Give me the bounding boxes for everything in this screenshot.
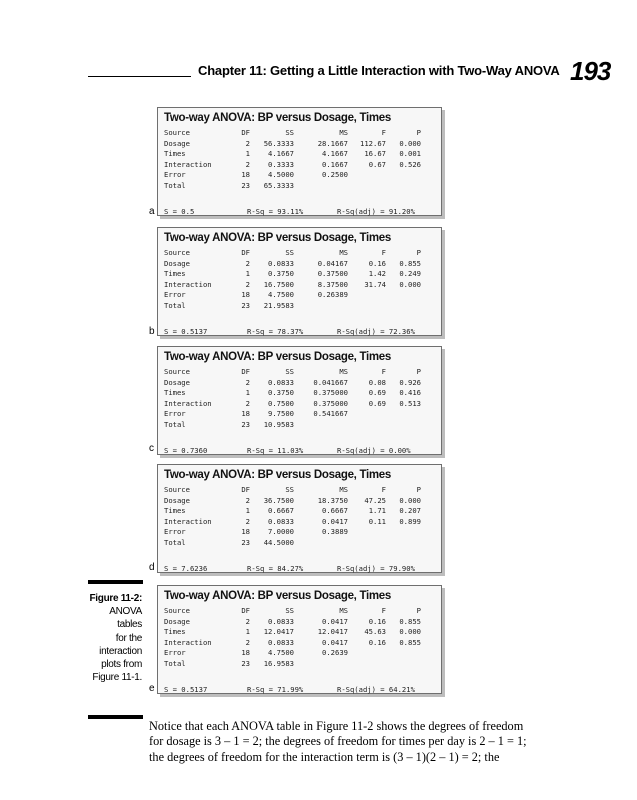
anova-row: [164, 269, 434, 280]
column-header-ss: SS: [285, 606, 294, 615]
anova-cell-p: 0.207: [399, 506, 421, 516]
summary-s: S = 0.5137: [164, 685, 208, 694]
anova-title: Two-way ANOVA: BP versus Dosage, Times: [164, 351, 391, 363]
anova-cell-ms: [294, 420, 348, 431]
anova-title: Two-way ANOVA: BP versus Dosage, Times: [164, 590, 391, 602]
anova-cell-df: 1: [245, 388, 250, 398]
anova-cell-df: 18: [241, 648, 250, 658]
anova-cell-df: 18: [241, 170, 250, 180]
anova-cell-source: Times: [164, 269, 186, 279]
anova-row: [164, 527, 434, 538]
anova-cell-source: Interaction: [164, 159, 212, 169]
anova-cell-df: 2: [245, 495, 250, 505]
anova-cell-df: 2: [245, 616, 250, 626]
anova-table: [164, 367, 434, 431]
anova-cell-f: [348, 648, 386, 659]
anova-cell-p: 0.513: [399, 398, 421, 408]
anova-cell-f: [348, 538, 386, 549]
summary-rsq: R-Sq = 71.99%: [247, 685, 304, 694]
column-header-ss: SS: [285, 367, 294, 376]
column-header-p: P: [416, 367, 421, 376]
anova-cell-p: [386, 301, 421, 312]
anova-cell-f: 0.67: [368, 159, 386, 169]
anova-row: [164, 149, 434, 160]
anova-cell-ss: 9.7500: [268, 409, 294, 419]
anova-cell-source: Error: [164, 409, 186, 419]
anova-title: Two-way ANOVA: BP versus Dosage, Times: [164, 469, 391, 481]
anova-row: [164, 538, 434, 549]
summary-rsq-adj: R-Sq(adj) = 91.20%: [337, 207, 415, 216]
summary-rsq-adj: R-Sq(adj) = 64.21%: [337, 685, 415, 694]
anova-cell-source: Dosage: [164, 377, 190, 387]
anova-cell-p: 0.000: [399, 627, 421, 637]
column-header-df: DF: [241, 248, 250, 257]
column-header-f: F: [381, 367, 386, 376]
anova-cell-ms: [294, 538, 348, 549]
body-paragraph: [149, 719, 549, 765]
summary-rsq: R-Sq = 78.37%: [247, 327, 304, 336]
anova-cell-source: Error: [164, 527, 186, 537]
anova-cell-ss: 16.9583: [263, 658, 294, 668]
anova-cell-source: Error: [164, 290, 186, 300]
anova-row: [164, 290, 434, 301]
anova-cell-p: 0.000: [399, 495, 421, 505]
anova-cell-ss: 12.0417: [263, 627, 294, 637]
anova-cell-df: 2: [245, 159, 250, 169]
anova-table-panel: [157, 227, 442, 336]
page-number: 193: [570, 56, 611, 86]
anova-cell-ms: 0.04167: [317, 258, 348, 268]
anova-header-row: [164, 248, 434, 259]
panel-letter: e: [149, 683, 155, 694]
anova-row: [164, 160, 434, 171]
anova-cell-source: Interaction: [164, 516, 212, 526]
anova-cell-f: 112.67: [360, 138, 386, 148]
anova-cell-df: 23: [241, 537, 250, 547]
panel-letter: c: [149, 443, 154, 454]
anova-cell-df: 2: [245, 516, 250, 526]
anova-header-row: [164, 606, 434, 617]
anova-row: [164, 181, 434, 192]
anova-cell-df: 1: [245, 149, 250, 159]
anova-title: Two-way ANOVA: BP versus Dosage, Times: [164, 112, 391, 124]
anova-cell-ss: 44.5000: [263, 537, 294, 547]
anova-cell-p: [386, 420, 421, 431]
anova-cell-source: Dosage: [164, 258, 190, 268]
column-header-source: Source: [164, 367, 190, 376]
anova-table: [164, 485, 434, 549]
anova-cell-f: 1.42: [368, 269, 386, 279]
anova-cell-f: [348, 301, 386, 312]
anova-cell-ss: 7.0000: [268, 527, 294, 537]
anova-cell-f: 47.25: [364, 495, 386, 505]
column-header-f: F: [381, 248, 386, 257]
anova-cell-df: 1: [245, 627, 250, 637]
body-line: the degrees of freedom for the interaction term is (3 – 1)(2 – 1) = 2; the: [149, 749, 500, 764]
anova-cell-ms: 28.1667: [317, 138, 348, 148]
anova-row: [164, 378, 434, 389]
anova-cell-df: 2: [245, 398, 250, 408]
column-header-source: Source: [164, 128, 190, 137]
anova-row: [164, 139, 434, 150]
summary-s: S = 7.6236: [164, 564, 208, 573]
column-header-ss: SS: [285, 128, 294, 137]
figure-caption: [80, 592, 142, 684]
anova-cell-df: 23: [241, 419, 250, 429]
anova-cell-ms: 0.1667: [322, 159, 348, 169]
anova-cell-source: Error: [164, 648, 186, 658]
anova-row: [164, 506, 434, 517]
anova-cell-ms: 0.0417: [322, 616, 348, 626]
anova-cell-ss: 0.3333: [268, 159, 294, 169]
summary-rsq: R-Sq = 84.27%: [247, 564, 304, 573]
anova-cell-df: 23: [241, 300, 250, 310]
anova-cell-p: 0.526: [399, 159, 421, 169]
anova-cell-source: Total: [164, 537, 186, 547]
anova-cell-ss: 0.0833: [268, 258, 294, 268]
anova-row: [164, 170, 434, 181]
anova-cell-ss: 0.3750: [268, 269, 294, 279]
anova-cell-f: 16.67: [364, 149, 386, 159]
column-header-df: DF: [241, 606, 250, 615]
summary-rsq-adj: R-Sq(adj) = 79.90%: [337, 564, 415, 573]
anova-cell-ms: 12.0417: [317, 627, 348, 637]
anova-cell-ss: 36.7500: [263, 495, 294, 505]
anova-row: [164, 659, 434, 670]
anova-cell-source: Total: [164, 419, 186, 429]
anova-row: [164, 517, 434, 528]
anova-cell-source: Dosage: [164, 138, 190, 148]
anova-cell-source: Interaction: [164, 398, 212, 408]
anova-cell-f: 0.16: [368, 616, 386, 626]
column-header-df: DF: [241, 128, 250, 137]
anova-cell-p: [386, 170, 421, 181]
anova-row: [164, 409, 434, 420]
column-header-ms: MS: [339, 485, 348, 494]
caption-line: ANOVA: [109, 606, 142, 618]
anova-cell-ss: 16.7500: [263, 279, 294, 289]
caption-line: plots from: [101, 659, 142, 671]
anova-row: [164, 301, 434, 312]
caption-line: for the: [115, 632, 142, 644]
summary-rsq: R-Sq = 93.11%: [247, 207, 304, 216]
anova-cell-p: 0.001: [399, 149, 421, 159]
column-header-p: P: [416, 606, 421, 615]
anova-cell-ss: 65.3333: [263, 180, 294, 190]
anova-row: [164, 388, 434, 399]
anova-cell-f: [348, 181, 386, 192]
anova-cell-ms: 8.37500: [317, 279, 348, 289]
anova-table-panel: [157, 346, 442, 455]
column-header-ms: MS: [339, 367, 348, 376]
anova-cell-source: Interaction: [164, 279, 212, 289]
summary-rsq-adj: R-Sq(adj) = 0.00%: [337, 446, 411, 455]
anova-cell-df: 2: [245, 138, 250, 148]
anova-cell-source: Dosage: [164, 616, 190, 626]
anova-cell-f: [348, 170, 386, 181]
anova-cell-p: 0.926: [399, 377, 421, 387]
anova-cell-p: [386, 181, 421, 192]
anova-row: [164, 399, 434, 410]
anova-cell-ss: 0.7500: [268, 398, 294, 408]
anova-table: [164, 606, 434, 670]
anova-cell-p: 0.855: [399, 258, 421, 268]
column-header-f: F: [381, 485, 386, 494]
caption-bottom-rule: [88, 715, 143, 719]
anova-cell-source: Interaction: [164, 637, 212, 647]
anova-cell-ms: 4.1667: [322, 149, 348, 159]
summary-s: S = 0.5137: [164, 327, 208, 336]
column-header-df: DF: [241, 485, 250, 494]
anova-cell-ms: 0.375000: [313, 388, 348, 398]
anova-cell-df: 18: [241, 290, 250, 300]
anova-cell-ms: 0.2639: [322, 648, 348, 658]
anova-cell-df: 18: [241, 409, 250, 419]
body-line: for dosage is 3 – 1 = 2; the degrees of freedom for times per day is 2 – 1 = 1;: [149, 734, 527, 749]
anova-cell-ms: 0.041667: [313, 377, 348, 387]
anova-cell-p: [386, 527, 421, 538]
anova-cell-ms: 0.26389: [317, 290, 348, 300]
column-header-source: Source: [164, 606, 190, 615]
anova-cell-f: 0.69: [368, 388, 386, 398]
anova-cell-p: 0.899: [399, 516, 421, 526]
column-header-p: P: [416, 128, 421, 137]
summary-s: S = 0.7360: [164, 446, 208, 455]
anova-cell-source: Dosage: [164, 495, 190, 505]
anova-cell-f: 0.16: [368, 637, 386, 647]
anova-cell-df: 2: [245, 377, 250, 387]
anova-cell-ss: 4.7500: [268, 290, 294, 300]
anova-cell-ms: 18.3750: [317, 495, 348, 505]
anova-cell-ms: [294, 659, 348, 670]
anova-table-panel: [157, 464, 442, 573]
anova-cell-ms: 0.375000: [313, 398, 348, 408]
anova-cell-ms: 0.6667: [322, 506, 348, 516]
anova-cell-ms: [294, 301, 348, 312]
anova-cell-df: 18: [241, 527, 250, 537]
anova-cell-ms: [294, 181, 348, 192]
anova-cell-ss: 0.0833: [268, 516, 294, 526]
anova-cell-source: Times: [164, 388, 186, 398]
anova-cell-f: [348, 527, 386, 538]
anova-cell-ss: 4.7500: [268, 648, 294, 658]
column-header-f: F: [381, 606, 386, 615]
anova-row: [164, 627, 434, 638]
anova-cell-source: Total: [164, 180, 186, 190]
column-header-p: P: [416, 248, 421, 257]
anova-cell-p: [386, 659, 421, 670]
anova-cell-source: Times: [164, 149, 186, 159]
anova-row: [164, 648, 434, 659]
anova-cell-df: 23: [241, 658, 250, 668]
column-header-f: F: [381, 128, 386, 137]
anova-cell-ss: 10.9583: [263, 419, 294, 429]
anova-cell-source: Times: [164, 506, 186, 516]
anova-cell-source: Total: [164, 300, 186, 310]
anova-row: [164, 617, 434, 628]
anova-header-row: [164, 128, 434, 139]
summary-rsq: R-Sq = 11.03%: [247, 446, 304, 455]
anova-table-panel: [157, 107, 442, 216]
anova-cell-ss: 0.0833: [268, 377, 294, 387]
anova-cell-source: Error: [164, 170, 186, 180]
anova-row: [164, 259, 434, 270]
panel-letter: b: [149, 326, 155, 337]
anova-cell-p: 0.855: [399, 616, 421, 626]
column-header-ss: SS: [285, 485, 294, 494]
anova-cell-source: Total: [164, 658, 186, 668]
anova-cell-ss: 4.5000: [268, 170, 294, 180]
caption-top-rule: [88, 580, 143, 584]
anova-cell-f: [348, 659, 386, 670]
column-header-ms: MS: [339, 606, 348, 615]
panel-letter: d: [149, 562, 155, 573]
anova-cell-f: [348, 420, 386, 431]
anova-cell-ss: 0.6667: [268, 506, 294, 516]
anova-cell-f: 45.63: [364, 627, 386, 637]
caption-line: interaction: [99, 645, 142, 657]
summary-s: S = 0.5: [164, 207, 195, 216]
anova-cell-ms: 0.0417: [322, 516, 348, 526]
anova-cell-ss: 0.0833: [268, 637, 294, 647]
anova-cell-f: 31.74: [364, 279, 386, 289]
anova-row: [164, 420, 434, 431]
anova-cell-p: [386, 290, 421, 301]
column-header-source: Source: [164, 485, 190, 494]
chapter-title: Chapter 11: Getting a Little Interaction with Two-Way ANOVA: [198, 63, 560, 78]
anova-cell-f: [348, 290, 386, 301]
anova-cell-f: 0.08: [368, 377, 386, 387]
anova-cell-f: 1.71: [368, 506, 386, 516]
anova-cell-ss: 0.3750: [268, 388, 294, 398]
anova-row: [164, 638, 434, 649]
anova-cell-ss: 0.0833: [268, 616, 294, 626]
anova-cell-ms: 0.541667: [313, 409, 348, 419]
anova-cell-df: 2: [245, 637, 250, 647]
anova-cell-df: 1: [245, 506, 250, 516]
summary-rsq-adj: R-Sq(adj) = 72.36%: [337, 327, 415, 336]
anova-cell-ms: 0.0417: [322, 637, 348, 647]
anova-header-row: [164, 485, 434, 496]
anova-cell-df: 1: [245, 269, 250, 279]
column-header-ss: SS: [285, 248, 294, 257]
anova-cell-f: 0.11: [368, 516, 386, 526]
anova-cell-df: 23: [241, 180, 250, 190]
anova-row: [164, 496, 434, 507]
body-line: Notice that each ANOVA table in Figure 11-2 shows the degrees of freedom: [149, 719, 524, 733]
column-header-p: P: [416, 485, 421, 494]
anova-cell-df: 2: [245, 279, 250, 289]
anova-cell-ms: 0.37500: [317, 269, 348, 279]
anova-cell-p: 0.000: [399, 279, 421, 289]
anova-cell-p: [386, 538, 421, 549]
anova-cell-ss: 21.9583: [263, 300, 294, 310]
anova-cell-f: [348, 409, 386, 420]
anova-cell-f: 0.16: [368, 258, 386, 268]
caption-line: Figure 11-1.: [92, 672, 142, 684]
anova-cell-p: 0.855: [399, 637, 421, 647]
anova-table: [164, 128, 434, 192]
anova-table: [164, 248, 434, 312]
anova-row: [164, 280, 434, 291]
caption-title: Figure 11-2:: [89, 593, 142, 604]
column-header-df: DF: [241, 367, 250, 376]
anova-cell-f: 0.69: [368, 398, 386, 408]
column-header-ms: MS: [339, 128, 348, 137]
anova-cell-ss: 4.1667: [268, 149, 294, 159]
anova-cell-source: Times: [164, 627, 186, 637]
anova-cell-p: 0.249: [399, 269, 421, 279]
anova-title: Two-way ANOVA: BP versus Dosage, Times: [164, 232, 391, 244]
anova-cell-p: [386, 648, 421, 659]
anova-cell-df: 2: [245, 258, 250, 268]
anova-cell-p: 0.000: [399, 138, 421, 148]
anova-cell-ms: 0.2500: [322, 170, 348, 180]
column-header-ms: MS: [339, 248, 348, 257]
column-header-source: Source: [164, 248, 190, 257]
caption-line: tables: [117, 619, 142, 631]
header-rule: [88, 76, 191, 77]
anova-cell-ms: 0.3889: [322, 527, 348, 537]
panel-letter: a: [149, 206, 155, 217]
anova-cell-p: [386, 409, 421, 420]
anova-header-row: [164, 367, 434, 378]
anova-cell-p: 0.416: [399, 388, 421, 398]
anova-cell-ss: 56.3333: [263, 138, 294, 148]
anova-table-panel: [157, 585, 442, 694]
